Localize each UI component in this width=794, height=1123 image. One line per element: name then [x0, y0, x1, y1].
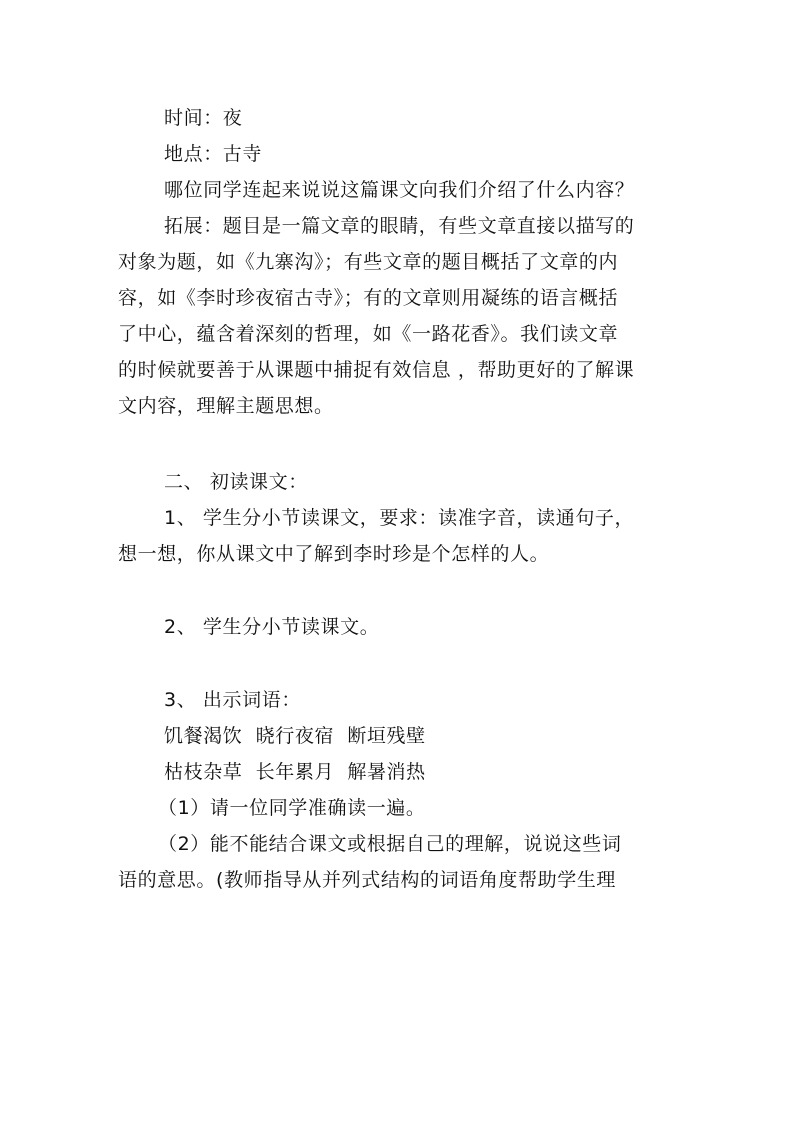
item-3-heading: 3、 出示词语： [164, 689, 301, 711]
question-line: 哪位同学连起来说说这篇课文向我们介绍了什么内容？ [164, 179, 635, 201]
paragraph-line: 文内容，理解主题思想。 [118, 395, 334, 417]
paragraph-line: 容，如《李时珍夜宿古寺》；有的文章则用凝练的语言概括 [118, 287, 619, 309]
paragraph-line: 对象为题，如《九寨沟》；有些文章的题目概括了文章的内 [118, 251, 619, 273]
word-row: 枯枝杂草 长年累月 解暑消热 [164, 761, 426, 783]
section-heading: 二、 初读课文： [164, 471, 308, 493]
sub-item-line: （2）能不能结合课文或根据自己的理解，说说这些词 [158, 833, 622, 855]
sub-item-1: （1）请一位同学准确读一遍。 [158, 797, 426, 819]
item-2: 2、 学生分小节读课文。 [164, 616, 380, 638]
place-line: 地点：古寺 [164, 143, 263, 165]
paragraph-line: 的时候就要善于从课题中捕捉有效信息 ，帮助更好的了解课 [118, 359, 635, 381]
item-1 [118, 500, 678, 572]
spacer [118, 424, 678, 464]
paragraph-line: 拓展：题目是一篇文章的眼睛，有些文章直接以描写的 [164, 215, 635, 237]
paragraph-line: 了中心，蕴含着深刻的哲理，如《一路花香》。我们读文章 [118, 323, 619, 345]
spacer [118, 645, 678, 682]
time-line: 时间：夜 [164, 107, 243, 129]
word-row: 饥餐渴饮 晓行夜宿 断垣残壁 [164, 725, 426, 747]
item-line: 1、 学生分小节读课文，要求：读准字音，读通句子， [164, 507, 635, 529]
document-body [118, 100, 678, 898]
sub-item-2 [118, 826, 678, 898]
sub-item-line: 语的意思。(教师指导从并列式结构的词语角度帮助学生理 [118, 869, 617, 891]
spacer [118, 572, 678, 609]
item-line: 想一想，你从课文中了解到李时珍是个怎样的人。 [118, 543, 550, 565]
extension-paragraph [118, 208, 678, 424]
